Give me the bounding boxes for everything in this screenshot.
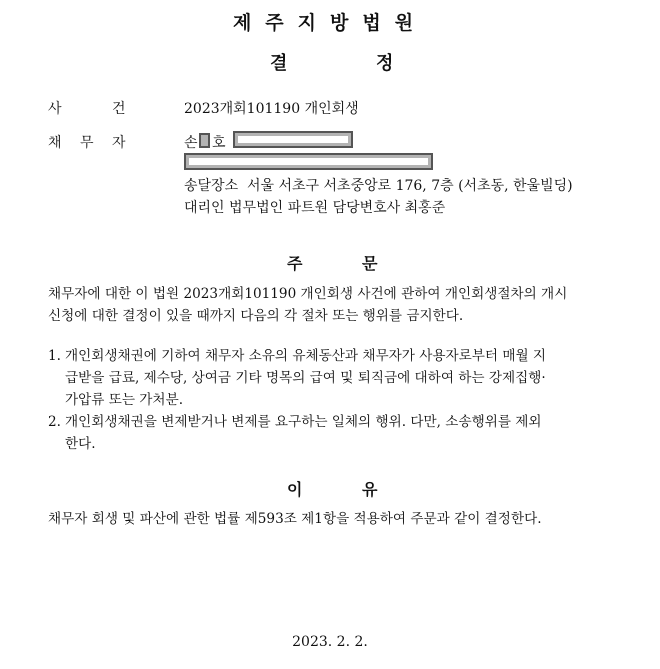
debtor-label-char-2: 무 — [80, 135, 94, 151]
order-item-1-line-3: 가압류 또는 가처분. — [65, 392, 184, 408]
order-item-1 — [48, 345, 628, 411]
debtor-address: 송달장소 서울 서초구 서초중앙로 176, 7층 (서초동, 한울빌딩) — [184, 178, 573, 194]
reason-title-char-2: 유 — [362, 480, 378, 499]
debtor-label-char-1: 채 — [48, 135, 62, 151]
debtor-label-char-3: 자 — [112, 135, 126, 151]
order-item-1-line-1: 개인회생채권에 기하여 채무자 소유의 유체동산과 채무자가 사용자로부터 매월 지 — [65, 348, 547, 364]
reason-text: 채무자 회생 및 파산에 관한 법률 제593조 제1항을 적용하여 주문과 같이 결정한다. — [48, 511, 542, 527]
reason-title-char-1: 이 — [287, 480, 303, 499]
debtor-agent: 대리인 법무법인 파트원 담당변호사 최홍준 — [184, 200, 446, 216]
order-item-2-line-2: 한다. — [65, 436, 96, 452]
court-name: 제주지방법원 — [232, 12, 428, 34]
redaction-box-2 — [184, 153, 433, 170]
doc-title-char-2: 정 — [376, 53, 394, 74]
order-item-2-line-1: 개인회생채권을 변제받거나 변제를 요구하는 일체의 행위. 다만, 소송행위를 제외 — [65, 414, 542, 430]
case-label-char-1: 사 — [48, 101, 62, 117]
order-item-1-line-2: 급받을 급료, 제수당, 상여금 기타 명목의 급여 및 퇴직금에 대하여 하는 강제집행· — [65, 370, 546, 386]
debtor-name-suffix: 호 — [212, 135, 226, 151]
case-label-char-2: 건 — [112, 101, 126, 117]
order-item-2 — [48, 411, 628, 455]
order-intro-line-2: 신청에 대한 결정이 있을 때까지 다음의 각 절차 또는 행위를 금지한다. — [48, 308, 464, 324]
order-item-2-num: 2. — [48, 414, 61, 430]
order-intro-line-1: 채무자에 대한 이 법원 2023개회101190 개인회생 사건에 관하여 개인회생절차의 개시 — [48, 286, 568, 302]
redaction-box-1 — [233, 131, 353, 148]
name-redaction — [199, 133, 210, 148]
doc-title-char-1: 결 — [270, 53, 288, 74]
order-title-char-1: 주 — [287, 254, 303, 273]
order-item-1-num: 1. — [48, 348, 61, 364]
decision-date: 2023. 2. 2. — [292, 634, 368, 650]
case-number: 2023개회101190 개인회생 — [184, 101, 359, 117]
order-title-char-2: 문 — [362, 254, 378, 273]
debtor-name-prefix: 손 — [184, 135, 198, 151]
order-intro — [48, 283, 628, 327]
